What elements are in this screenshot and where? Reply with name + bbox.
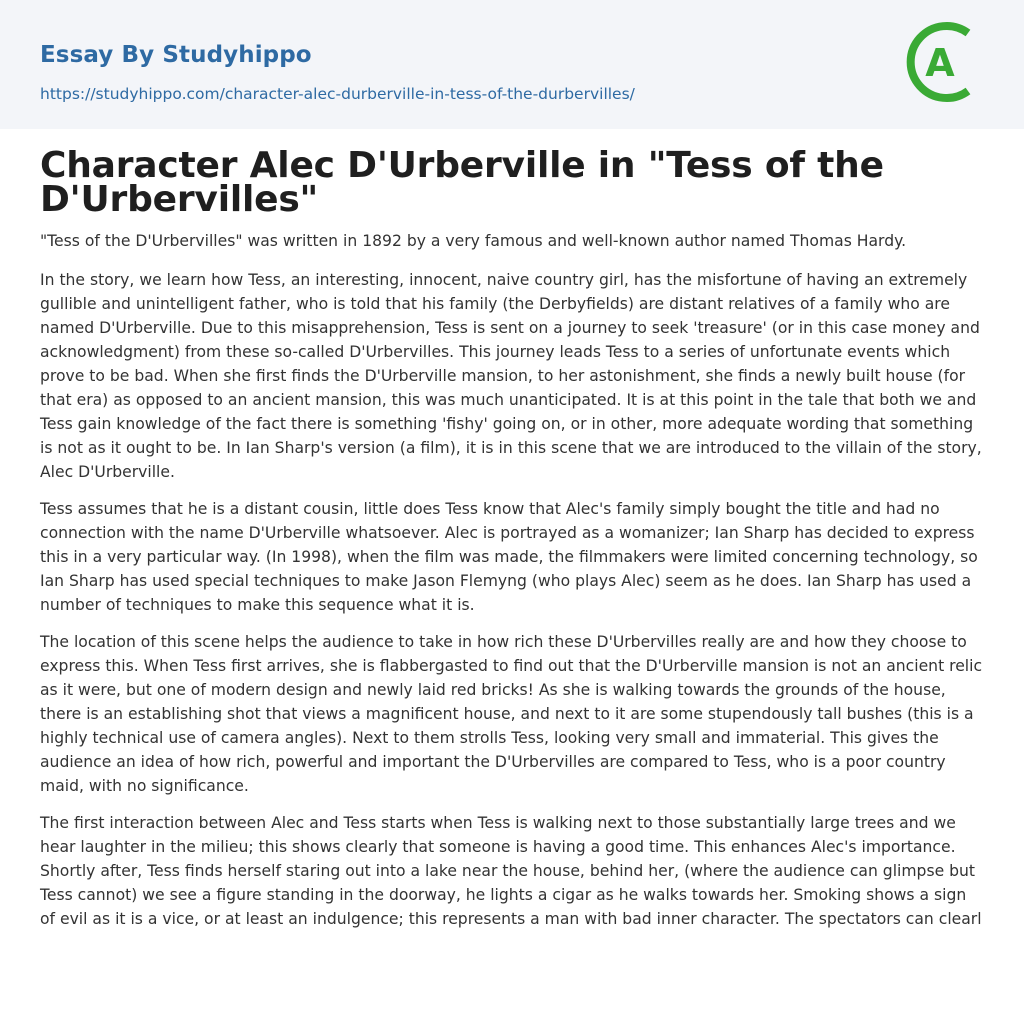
brand-title[interactable]: Essay By Studyhippo [40, 42, 312, 68]
essay-paragraph: The first interaction between Alec and Tess starts when Tess is walking next to those substantially large trees and we hear laughter in the milieu; this shows clearly that someone is having a good time. This enhances Alec's importance. Shortly after, Tess finds herself staring out into a lake near the house, behind her, (where the audience can glimpse but Tess cannot) we see a figure standing in the doorway, he lights a cigar as he walks towards her. Smoking shows a sign of evil as it is a vice, or at least an indulgence; this represents a man with bad inner character. The spectators can clearl [40, 814, 982, 928]
essay-paragraph: The location of this scene helps the audience to take in how rich these D'Urbervilles really are and how they choose to express this. When Tess first arrives, she is flabbergasted to find out that the D'Urberville mansion is not an ancient relic as it were, but one of modern design and newly laid red bricks! As she is walking towards the grounds of the house, there is an establishing shot that views a magnificent house, and next to it are some stupendously tall bushes (this is a highly technical use of camera angles). Next to them strolls Tess, looking very small and immaterial. This gives the audience an idea of how rich, powerful and important the D'Urbervilles are compared to Tess, who is a poor country maid, with no significance. [40, 633, 983, 795]
essay-paragraph: In the story, we learn how Tess, an interesting, innocent, naive country girl, has the misfortune of having an extremely gullible and unintelligent father, who is told that his family (the Derbyfields) are distant relatives of a family who are named D'Urberville. Due to this misapprehension, Tess is sent on a journey to seek 'treasure' (or in this case money and acknowledgment) from these so-called D'Urbervilles. This journey leads Tess to a series of unfortunate events which prove to be bad. When she first finds the D'Urberville mansion, to her astonishment, she finds a newly built house (for that era) as opposed to an ancient mansion, this was much unanticipated. It is at this point in the tale that both we and Tess gain knowledge of the fact there is something 'fishy' going on, or in other, more adequate wording that something is not as it ought to be. In Ian Sharp's version (a film), it is in this scene that we are introduced to the villain of the story, Alec D'Urberville. [40, 271, 982, 481]
logo-letter: A [925, 41, 955, 85]
essay-title: Character Alec D'Urberville in "Tess of the D'Urbervilles" [40, 145, 884, 220]
essay-paragraph: "Tess of the D'Urbervilles" was written in 1892 by a very famous and well-known author named Thomas Hardy. [40, 232, 907, 250]
essay-content [0, 145, 1024, 931]
essay-paragraph: Tess assumes that he is a distant cousin, little does Tess know that Alec's family simply bought the title and had no connection with the name D'Urberville whatsoever. Alec is portrayed as a womanizer; Ian Sharp has decided to express this in a very particular way. (In 1998), when the film was made, the filmmakers were limited concerning technology, so Ian Sharp has used special techniques to make Jason Flemyng (who plays Alec) seem as he does. Ian Sharp has used a number of techniques to make this sequence what it is. [40, 500, 978, 614]
studyhippo-logo-icon[interactable] [903, 17, 987, 107]
site-header [0, 0, 1024, 129]
source-url-link[interactable]: https://studyhippo.com/character-alec-durberville-in-tess-of-the-durbervilles/ [40, 85, 635, 103]
